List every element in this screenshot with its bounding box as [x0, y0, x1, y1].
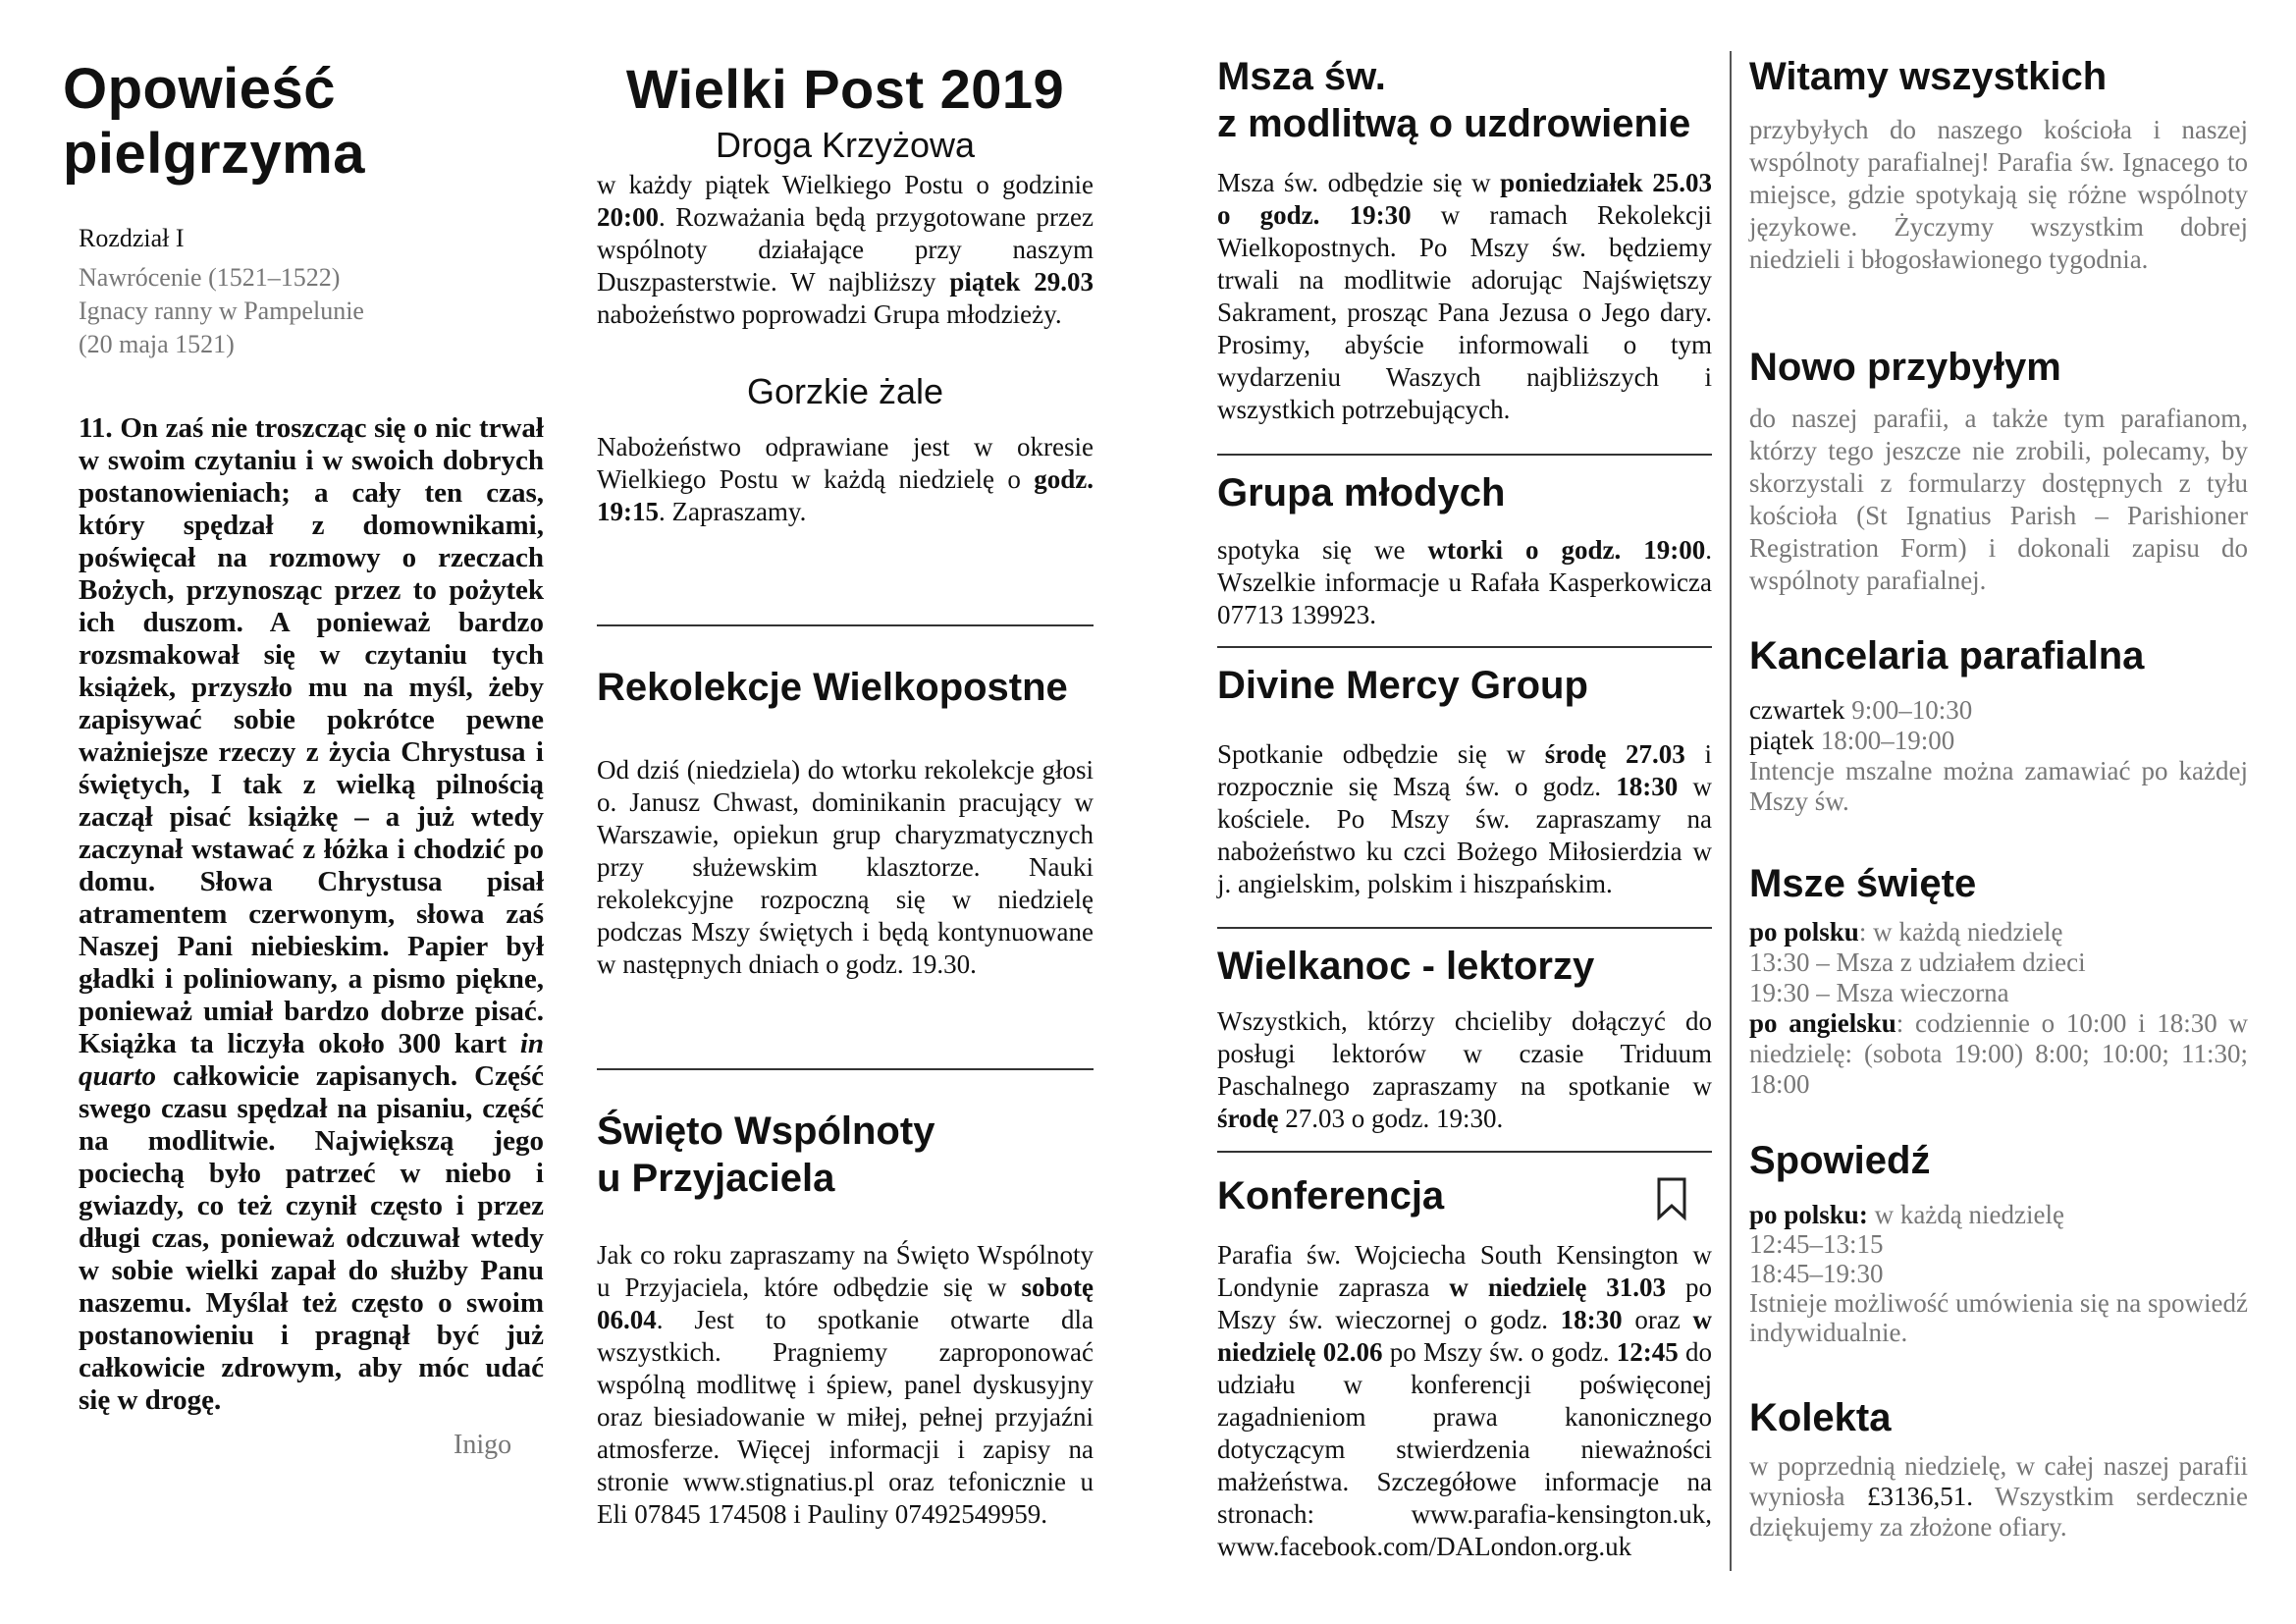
droga-text-2: . Rozważania będą przygotowane przez wspólnoty działające przy naszym Duszpasterstwie. W najbliższy: [597, 202, 1094, 297]
wielkanoc-text: [1217, 1005, 1712, 1135]
witamy-text: przybyłych do naszego kościoła i naszej wspólnoty parafialnej! Parafia św. Ignacego to miejsce, gdzie spotykają się różne wspólnoty językowe. Życzymy wszystkim dobrej niedzieli i błogosławionego tygodnia.: [1749, 115, 2248, 274]
droga-krzyzowa-text: [597, 169, 1094, 331]
kancelaria-day: piątek: [1749, 726, 1814, 755]
spowiedz-schedule: [1749, 1200, 2248, 1347]
spowiedz-note: Istnieje możliwość umówienia się na spowiedź indywidualnie.: [1749, 1288, 2248, 1347]
gorzkie-time: godz. 19:15: [597, 464, 1095, 526]
gorzkie-text-2: . Zapraszamy.: [659, 497, 807, 526]
konf-date-2: w niedzielę 02.06: [1217, 1305, 1713, 1367]
konf-text-4: po Mszy św. o godz.: [1389, 1337, 1610, 1367]
kancelaria-hours: [1749, 695, 2248, 817]
rekolekcje-text: Od dziś (niedziela) do wtorku rekolekcje głosi o. Janusz Chwast, dominikanin pracujący w Warszawie, opiekun grup charyzmatycznych przy służewskim klasztorze. Nauki rekolekcyjne rozpoczną się w niedzielę podczas Mszy świętych i będą kontynuowane w następnych dniach o godz. 19.30.: [597, 755, 1094, 979]
swieto-title-1: Święto Wspólnoty: [597, 1110, 935, 1153]
msze-polish-label: po polsku: [1749, 917, 1859, 947]
column-2: [597, 0, 1095, 1529]
msza-date: poniedziałek 25.03 o godz. 19:30: [1217, 168, 1712, 230]
droga-date: piątek 29.03: [949, 267, 1094, 297]
msza-text-2: w ramach Rekolekcji Wielkopostnych. Po Mszy św. będziemy trwali na modlitwie adorując Najświętszy Sakrament, prosząc Pana Jezusa o Jego dary. Prosimy, abyście informowali o tym wydarzeniu Waszych najbliższych i wszystkich potrzebujących.: [1217, 200, 1712, 424]
kolekta-title: Kolekta: [1749, 1396, 1892, 1439]
divine-date: środę 27.03: [1544, 739, 1685, 769]
msze-english-text: : codziennie o 10:00 i 18:30 w niedzielę: (sobota 19:00) 8:00; 10:00; 11:30; 18:00: [1749, 1008, 2248, 1099]
spowiedz-title: Spowiedź: [1749, 1139, 1931, 1182]
divider: [1217, 927, 1712, 929]
gorzkie-zale-text: [597, 431, 1094, 528]
msze-polish-time-1: 13:30 – Msza z udziałem dzieci: [1749, 947, 2086, 977]
divine-time: 18:30: [1616, 772, 1679, 801]
grupa-text-1: spotyka się we: [1217, 535, 1406, 565]
kancelaria-title: Kancelaria parafialna: [1749, 634, 2145, 677]
chapter-label: Rozdział I: [79, 224, 185, 252]
divine-mercy-title: Divine Mercy Group: [1217, 664, 1588, 707]
chapter-block: [79, 222, 548, 361]
title-line-1: Opowieść: [63, 57, 336, 121]
konf-time-2: 12:45: [1616, 1337, 1679, 1367]
lent-title: Wielki Post 2019: [625, 58, 1065, 120]
divider: [1217, 1151, 1712, 1153]
title-line-2: pielgrzyma: [63, 122, 365, 186]
msza-title-2: z modlitwą o uzdrowienie: [1217, 102, 1691, 145]
bookmark-icon[interactable]: [1655, 1176, 1688, 1226]
kolekta-text-2: Wszystkim serdecznie dziękujemy za złożone ofiary.: [1749, 1482, 2249, 1542]
msza-title-1: Msza św.: [1217, 55, 1386, 98]
swieto-text-1: Jak co roku zapraszamy na Święto Wspólnoty u Przyjaciela, które odbędzie się w: [597, 1240, 1094, 1302]
kancelaria-time: 18:00–19:00: [1820, 726, 1955, 755]
konf-text-5: do udziału w konferencji poświęconej zagadnieniom prawa kanonicznego dotyczącym stwierdzenia nieważności małżeństwa. Szczegółowe informacje na stronach: www.parafia-kensington.uk, www.facebook.com/DALondon.org.uk: [1217, 1337, 1713, 1561]
kolekta-amount: £3136,51.: [1867, 1482, 1974, 1511]
grupa-time: wtorki o godz. 19:00: [1427, 535, 1706, 565]
wielkanoc-date: środę: [1217, 1104, 1279, 1133]
nowo-przybylym-title: Nowo przybyłym: [1749, 346, 2061, 389]
spowiedz-text: w każdą niedzielę: [1874, 1200, 2064, 1229]
spowiedz-label: po polsku:: [1749, 1200, 1868, 1229]
kancelaria-row: [1749, 695, 2248, 726]
divider: [1217, 454, 1712, 456]
nowo-przybylym-text: do naszej parafii, a także tym parafianom, którzy tego jeszcze nie zrobili, polecamy, by skorzystali z formularzy dostępnych z tyłu kościoła (St Ignatius Parish – Parishioner Registration Form) i dokonali zapisu do wspólnoty parafialnej.: [1749, 404, 2248, 595]
gorzkie-zale-title: Gorzkie żale: [746, 371, 944, 411]
grupa-text-2: . Wszelkie informacje u Rafała Kasperkowicza 07713 139923.: [1217, 535, 1713, 629]
droga-text-3: nabożeństwo poprowadzi Grupa młodzieży.: [597, 299, 1062, 329]
signature: Inigo: [454, 1430, 512, 1460]
column-1: [63, 0, 548, 1460]
kolekta-text: [1749, 1451, 2248, 1543]
msze-english: [1749, 1008, 2248, 1100]
msze-swiete-title: Msze święte: [1749, 862, 1977, 905]
divine-text-3: w kościele. Po Mszy św. zapraszamy na nabożeństwo ku czci Bożego Miłosierdzia w j. angielskim, polskim i hiszpańskim.: [1217, 772, 1712, 898]
swieto-text: [597, 1239, 1094, 1531]
swieto-date: sobotę 06.04: [597, 1272, 1094, 1334]
story-text-part-2: całkowicie zapisanych. Część swego czasu spędzał na pisaniu, część na modlitwie. Największą jego pociechą było patrzeć w niebo i gwiazdy, co też czynił często i przez długi czas, ponieważ odczuwał wtedy w sobie wielki zapał do służby Panu naszemu. Myślał też często o swoim postanowieniu i pragnął być już całkowicie zdrowym, aby móc udać się w drogę.: [79, 1060, 544, 1416]
droga-krzyzowa-title: Droga Krzyżowa: [715, 125, 976, 165]
msza-text: [1217, 167, 1712, 426]
divine-text-1: Spotkanie odbędzie się w: [1217, 739, 1526, 769]
witamy-title: Witamy wszystkich: [1749, 55, 2108, 98]
spowiedz-time-1: 12:45–13:15: [1749, 1229, 1884, 1259]
konf-time-1: 18:30: [1560, 1305, 1623, 1334]
konf-text-3: oraz: [1634, 1305, 1681, 1334]
konf-text-1: Parafia św. Wojciecha South Kensington w Londynie zaprasza: [1217, 1240, 1712, 1302]
divine-text-2: i rozpocznie się Mszą św. o godz.: [1217, 739, 1712, 801]
kancelaria-note: Intencje mszalne można zamawiać po każdej Mszy św.: [1749, 756, 2248, 816]
chapter-subtitle-3: (20 maja 1521): [79, 330, 235, 358]
divine-mercy-text: [1217, 738, 1712, 900]
msze-english-label: po angielsku: [1749, 1008, 1896, 1038]
konf-text-2: po Mszy św. wieczornej o godz.: [1217, 1272, 1713, 1334]
spowiedz-polish: [1749, 1200, 2248, 1229]
gorzkie-text-1: Nabożeństwo odprawiane jest w okresie Wielkiego Postu w każdą niedzielę o: [597, 432, 1094, 494]
kancelaria-time: 9:00–10:30: [1851, 695, 1973, 725]
msze-polish-text: : w każdą niedzielę: [1858, 917, 2063, 947]
swieto-text-2: . Jest to spotkanie otwarte dla wszystkich. Pragniemy zaproponować wspólną modlitwę i śpiew, panel dyskusyjny oraz biesiadowanie w miłej, pełnej przyjaźni atmosferze. Więcej informacji i zapisy na stronie www.stignatius.pl oraz tefonicznie u Eli 07845 174508 i Pauliny 07492549959.: [597, 1305, 1094, 1529]
grupa-text: [1217, 534, 1712, 631]
konferencja-title: Konferencja: [1217, 1174, 1445, 1218]
wielkanoc-title: Wielkanoc - lektorzy: [1217, 945, 1595, 988]
rekolekcje-title: Rekolekcje Wielkopostne: [597, 666, 1068, 709]
chapter-subtitle-1: Nawrócenie (1521–1522): [79, 263, 341, 292]
story-text: [79, 412, 544, 1417]
kolekta-text-1: w poprzednią niedzielę, w całej naszej parafii wyniosła: [1749, 1451, 2248, 1511]
wielkanoc-text-1: Wszystkich, którzy chcieliby dołączyć do posługi lektorów w czasie Triduum Paschalnego zapraszamy na spotkanie w: [1217, 1006, 1712, 1101]
column-separator: [1730, 51, 1732, 1571]
konferencja-text: [1217, 1239, 1712, 1563]
grupa-title: Grupa młodych: [1217, 471, 1506, 514]
divider: [1217, 646, 1712, 648]
wielkanoc-text-2: 27.03 o godz. 19:30.: [1285, 1104, 1504, 1133]
msze-swiete-schedule: [1749, 917, 2248, 1100]
story-text-part-1: 11. On zaś nie troszcząc się o nic trwał w swoim czytaniu i w swoich dobrych postanowieniach; a cały ten czas, który spędzał z domownikami, poświęcał na rozmowy o rzeczach Bożych, przynosząc przez to pożytek ich duszom. A ponieważ bardzo rozsmakował się w czytaniu tych książek, przyszło mu na myśl, żeby zapisywać sobie pokrótce pewne ważniejsze rzeczy z życia Chrystusa i świętych, I tak z wielką pilnością zaczął pisać książkę – a już wtedy zaczynał wstawać z łóżka i chodzić po domu. Słowa Chrystusa pisał atramentem czerwonym, słowa zaś Naszej Pani niebieskim. Papier był gładki i poliniowany, a pismo piękne, ponieważ umiał bardzo dobrze pisać. Książka ta liczyła około 300 kart: [79, 412, 544, 1059]
column-1-title: [63, 57, 548, 187]
story-text-italic: in quarto: [79, 1028, 544, 1092]
droga-text-1: w każdy piątek Wielkiego Postu o godzinie: [597, 170, 1094, 199]
swieto-title: [597, 1108, 934, 1202]
swieto-title-2: u Przyjaciela: [597, 1157, 835, 1200]
msze-polish: [1749, 917, 2248, 947]
konf-date-1: w niedzielę 31.03: [1449, 1272, 1667, 1302]
divider: [597, 624, 1094, 626]
kancelaria-day: czwartek: [1749, 695, 1845, 725]
msze-polish-time-2: 19:30 – Msza wieczorna: [1749, 978, 2009, 1007]
msza-title: [1217, 53, 1690, 147]
droga-time: 20:00: [597, 202, 659, 232]
msza-text-1: Msza św. odbędzie się w: [1217, 168, 1491, 197]
divider: [597, 1068, 1094, 1070]
chapter-subtitle-2: Ignacy ranny w Pampelunie: [79, 297, 364, 325]
kancelaria-row: [1749, 726, 2248, 756]
spowiedz-time-2: 18:45–19:30: [1749, 1259, 1884, 1288]
